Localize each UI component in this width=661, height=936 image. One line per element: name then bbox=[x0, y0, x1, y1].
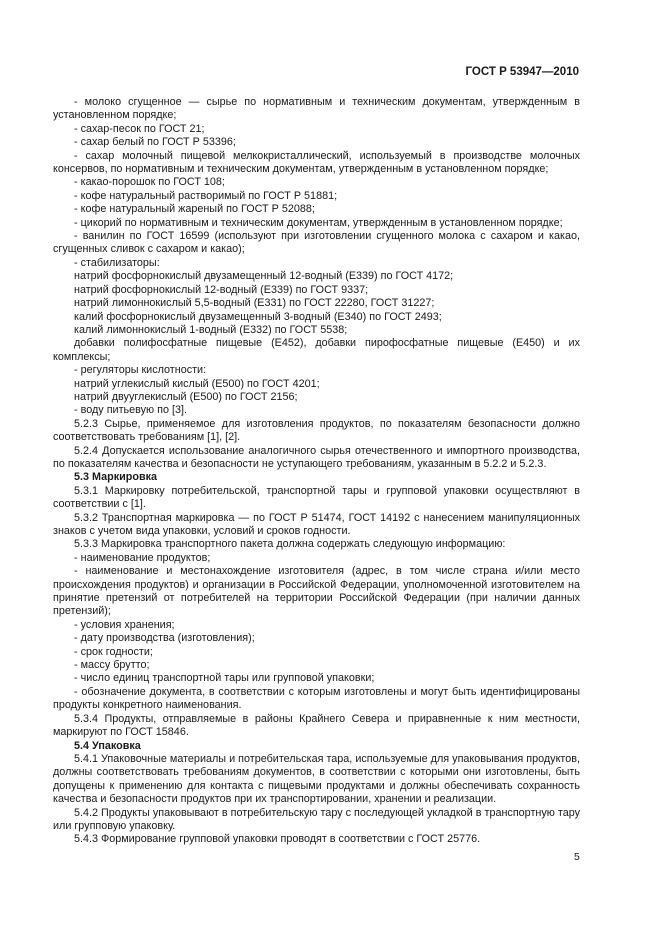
paragraph: 5.4.2 Продукты упаковывают в потребительскую тару с последующей укладкой в транспортную тару или групповую упаковку. bbox=[53, 806, 580, 832]
list-item: - сахар молочный пищевой мелкокристаллический, используемый в производстве молочных консервов, по нормативным и техническим документам, утвержденным в установленном порядке; bbox=[53, 150, 580, 177]
list-item: - условия хранения; bbox=[53, 619, 580, 632]
paragraph: натрий лимоннокислый 5,5-водный (Е331) по ГОСТ 22280, ГОСТ 31227; bbox=[74, 297, 435, 310]
paragraph: натрий двууглекислый (Е500) по ГОСТ 2156; bbox=[74, 390, 298, 403]
paragraph: 5.3.4 Продукты, отправляемые в районы Крайнего Севера и приравненные к ним местности, маркируют по ГОСТ 15846. bbox=[53, 712, 580, 739]
list-item: - какао-порошок по ГОСТ 108; bbox=[53, 176, 580, 189]
list-item: - цикорий по нормативным и техническим документам, утвержденным в установленном порядке; bbox=[53, 217, 580, 230]
paragraph: 5.3.2 Транспортная маркировка — по ГОСТ Р 51474, ГОСТ 14192 с нанесением манипуляционных знаков с учетом вида упаковки, условий и сроков годности. bbox=[53, 511, 580, 537]
paragraph: натрий фосфорнокислый двузамещенный 12-водный (Е339) по ГОСТ 4172; bbox=[74, 270, 454, 283]
paragraph: калий лимоннокислый 1-водный (Е332) по ГОСТ 5538; bbox=[74, 323, 348, 336]
list-item: - число единиц транспортной тары или групповой упаковки; bbox=[53, 672, 580, 685]
document-header: ГОСТ Р 53947—2010 bbox=[465, 66, 579, 78]
paragraph: добавки полифосфатные пищевые (Е452), добавки пирофосфатные пищевые (Е450) и их комплексы; bbox=[53, 337, 580, 363]
list-item: - дату производства (изготовления); bbox=[53, 632, 580, 645]
paragraph: 5.4.1 Упаковочные материалы и потребительская тара, используемые для упаковывания продуктов, должны соответствовать требованиям документов, в соответствии с которыми они изготовлены, быть допущены к применению для контакта с пищевыми продуктами и должны обеспечивать сохранность качества и безопасности продуктов при их транспортировании, хранении и реализации. bbox=[53, 752, 580, 806]
list-item: - ванилин по ГОСТ 16599 (используют при изготовлении сгущенного молока с сахаром и какао, сгущенных сливок с сахаром и какао); bbox=[53, 230, 580, 257]
list-item: - кофе натуральный растворимый по ГОСТ Р 51881; bbox=[53, 190, 580, 203]
paragraph: калий фосфорнокислый двузамещенный 3-водный (Е340) по ГОСТ 2493; bbox=[74, 310, 442, 323]
list-item: - воду питьевую по [3]. bbox=[53, 404, 580, 417]
paragraph: натрий углекислый кислый (Е500) по ГОСТ 4201; bbox=[74, 377, 320, 390]
section-heading: 5.3 Маркировка bbox=[74, 471, 158, 484]
page-number: 5 bbox=[574, 851, 580, 863]
list-item: - регуляторы кислотности: bbox=[53, 364, 580, 377]
document-body bbox=[53, 96, 580, 847]
list-item: - наименование продуктов; bbox=[53, 552, 580, 565]
list-item: - сахар-песок по ГОСТ 21; bbox=[53, 123, 580, 136]
list-item: - кофе натуральный жареный по ГОСТ Р 52088; bbox=[53, 203, 580, 216]
list-item: - массу брутто; bbox=[53, 659, 580, 672]
paragraph: 5.2.4 Допускается использование аналогичного сырья отечественного и импортного производства, по показателям качества и безопасности не уступающего требованиям, указанным в 5.2.2 и 5.2.3. bbox=[53, 444, 580, 470]
paragraph: 5.3.1 Маркировку потребительской, транспортной тары и групповой упаковки осуществляют в соответствии с [1]. bbox=[53, 484, 580, 511]
list-item: - срок годности; bbox=[53, 646, 580, 659]
list-item: - обозначение документа, в соответствии с которым изготовлены и могут быть идентифицированы продукты конкретного наименования. bbox=[53, 686, 580, 713]
paragraph: 5.3.3 Маркировка транспортного пакета должна содержать следующую информацию: bbox=[74, 538, 506, 551]
list-item: - молоко сгущенное — сырье по нормативным и техническим документам, утвержденным в установленном порядке; bbox=[53, 96, 580, 123]
paragraph: 5.4.3 Формирование групповой упаковки проводят в соответствии с ГОСТ 25776. bbox=[74, 833, 481, 846]
section-heading: 5.4 Упаковка bbox=[74, 739, 141, 752]
list-item: - стабилизаторы: bbox=[53, 257, 580, 270]
list-item: - сахар белый по ГОСТ Р 53396; bbox=[53, 136, 580, 149]
paragraph: 5.2.3 Сырье, применяемое для изготовления продуктов, по показателям безопасности должно соответствовать требованиям [1], [2]. bbox=[53, 417, 580, 444]
list-item: - наименование и местонахождение изготовителя (адрес, в том числе страна и/или место происхождения продуктов) и организации в Российской Федерации, уполномоченной изготовителем на принятие претензий от потребителей на территории Российской Федерации (при наличии данных претензий); bbox=[53, 565, 580, 619]
paragraph: натрий фосфорнокислый 12-водный (Е339) по ГОСТ 9337; bbox=[74, 283, 369, 296]
